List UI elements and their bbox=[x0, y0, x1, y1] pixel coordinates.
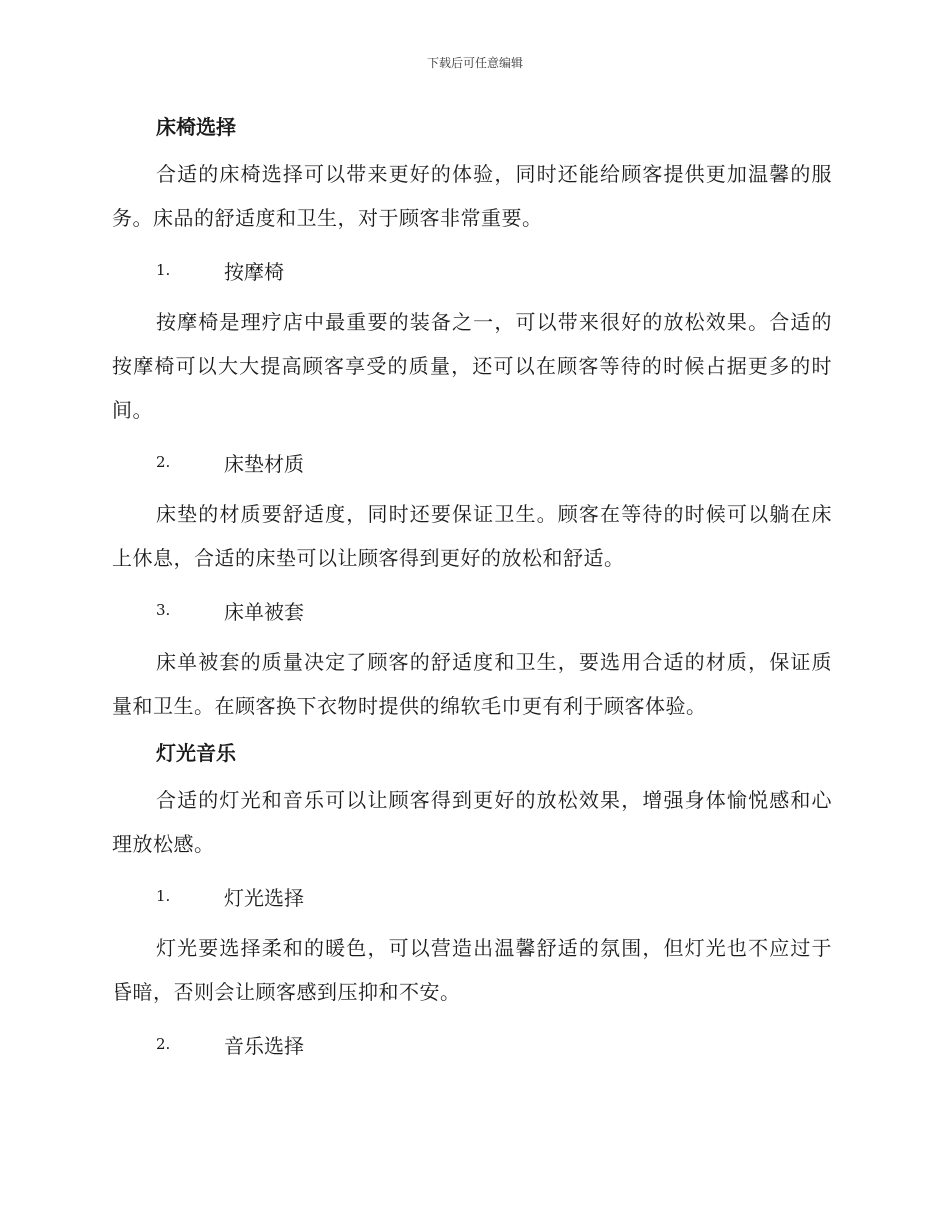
list-label: 音乐选择 bbox=[224, 1033, 304, 1058]
section-intro-light-music: 合适的灯光和音乐可以让顾客得到更好的放松效果，增强身体愉悦感和心理放松感。 bbox=[112, 788, 832, 856]
document-content bbox=[112, 110, 832, 1074]
list-number: 2. bbox=[156, 1035, 171, 1053]
list-label: 按摩椅 bbox=[224, 259, 284, 284]
list-number: 2. bbox=[156, 453, 171, 471]
header-note: 下载后可任意编辑 bbox=[426, 56, 523, 70]
list-item-mattress bbox=[112, 440, 832, 484]
paragraph-bedsheet: 床单被套的质量决定了顾客的舒适度和卫生，要选用合适的材质，保证质量和卫生。在顾客换下衣物时提供的绵软毛巾更有利于顾客体验。 bbox=[112, 650, 832, 718]
list-item-music bbox=[112, 1022, 832, 1066]
list-number: 1. bbox=[156, 261, 171, 279]
paragraph-lighting: 灯光要选择柔和的暖色，可以营造出温馨舒适的氛围，但灯光也不应过于昏暗，否则会让顾客感到压抑和不安。 bbox=[112, 936, 832, 1004]
list-label: 灯光选择 bbox=[224, 885, 304, 910]
list-label: 床单被套 bbox=[224, 599, 304, 624]
list-number: 1. bbox=[156, 887, 171, 905]
list-item-massage-chair bbox=[112, 248, 832, 292]
paragraph-massage-chair: 按摩椅是理疗店中最重要的装备之一，可以带来很好的放松效果。合适的按摩椅可以大大提高顾客享受的质量，还可以在顾客等待的时候占据更多的时间。 bbox=[112, 310, 832, 422]
list-number: 3. bbox=[156, 601, 171, 619]
paragraph-mattress: 床垫的材质要舒适度，同时还要保证卫生。顾客在等待的时候可以躺在床上休息，合适的床垫可以让顾客得到更好的放松和舒适。 bbox=[112, 502, 832, 570]
section-intro-bed-chair: 合适的床椅选择可以带来更好的体验，同时还能给顾客提供更加温馨的服务。床品的舒适度和卫生，对于顾客非常重要。 bbox=[112, 162, 832, 230]
list-item-bedsheet bbox=[112, 588, 832, 632]
section-title-bed-chair: 床椅选择 bbox=[156, 115, 236, 139]
list-item-lighting bbox=[112, 874, 832, 918]
section-title-light-music: 灯光音乐 bbox=[156, 741, 236, 765]
list-label: 床垫材质 bbox=[224, 451, 304, 476]
